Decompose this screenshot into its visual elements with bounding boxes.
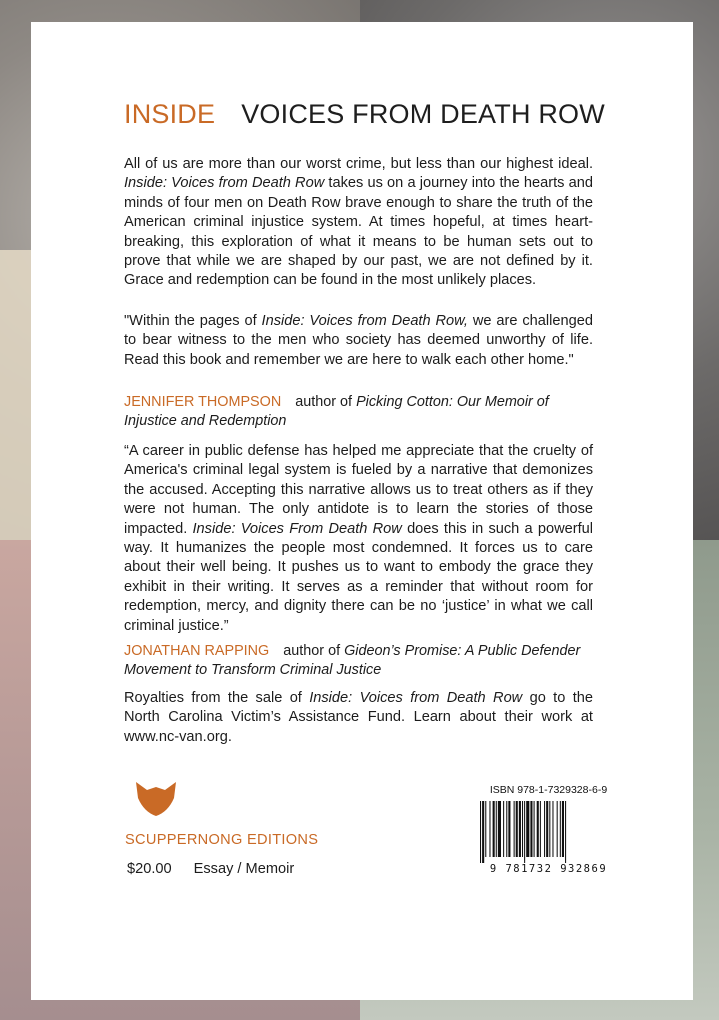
barcode-bar [524,801,525,863]
quote-rapping [124,442,593,636]
genre-label: Essay / Memoir [193,861,295,877]
back-cover-panel [31,22,693,1000]
blurb-book-title: Inside: Voices from Death Row [124,175,325,192]
blurb-body: takes us on a journey into the hearts and minds of four men on Death Row brave enough to share the truth of the American criminal injustice system. At times hopeful, at times heart-breaking, this exploration of what it means to be human sets out to prove that while we are shaped by our past, we are not defined by it. Grace and redemption can be found in the most unlikely places. [124,175,593,289]
barcode-bar [526,801,529,857]
attribution-rapping [124,642,604,681]
barcode-digits: 9 781732 932869 [489,863,608,875]
barcode-bar [549,801,550,857]
title-main: VOICES FROM DEATH ROW [241,99,605,129]
barcode-bar [493,801,495,857]
barcode-bar [485,801,486,857]
attribution-thompson-work: Picking Cotton: Our Memoir of Injustice and Redemption [124,394,549,430]
barcode-bar [489,801,490,857]
barcode-bar [560,801,561,857]
blurb-intro: All of us are more than our worst crime, but less than our highest ideal. [124,156,593,172]
barcode-bar [503,801,504,857]
barcode-bar [514,801,515,857]
isbn-label: ISBN 978-1-7329328-6-9 [489,784,608,796]
barcode-bar [508,801,510,857]
royalties-after: go to the North Carolina Victim’s Assistance Fund. Learn about their work at www.nc-van.org. [124,690,593,745]
blurb-paragraph [124,155,593,291]
quote-rapping-before: “A career in public defense has helped me appreciate that the cruelty of America's criminal legal system is fueled by a narrative that demonizes the accused. Accepting this narrative allows us to treat others as if they were not human. The only antidote is to learn the stories of those impacted. [124,443,593,537]
quote-thompson-book-title: Inside: Voices from Death Row, [261,313,468,329]
attribution-rapping-name: JONATHAN RAPPING [124,643,270,659]
barcode-bar [552,801,553,857]
barcode-bar [562,801,564,857]
barcode-bar [544,801,545,857]
barcode-bar [530,801,532,857]
barcode-bar [522,801,523,857]
barcode-bar [557,801,558,857]
barcode-bar [519,801,521,857]
barcode-bar [540,801,541,857]
barcode-bars [480,801,617,863]
barcode-bar [506,801,507,857]
quote-rapping-book-title: Inside: Voices From Death Row [192,520,402,537]
barcode-bar [537,801,539,857]
attribution-thompson-role: author of [295,394,357,410]
royalties-paragraph [124,689,593,747]
barcode-bar [498,801,501,857]
publisher-name: SCUPPERNONG EDITIONS [125,832,319,848]
attribution-thompson [124,393,604,432]
barcode-bar [496,801,497,857]
isbn-barcode [477,784,620,879]
barcode-bar [480,801,481,863]
book-title [124,99,605,130]
attribution-rapping-role: author of [283,643,345,659]
price-line [127,861,294,877]
barcode-bar [534,801,535,857]
quote-rapping-after: does this in such a powerful way. It humanizes the people most condemned. It forces us to care about their well being. It pushes us to want to embody the grace they exhibit in their writing. It serves as a reminder that without room for redemption, mercy, and dignity there can be no ‘justice’ in what we call criminal justice.” [124,520,593,634]
barcode-bar [482,801,484,863]
royalties-book-title: Inside: Voices from Death Row [309,690,523,706]
barcode-bar [546,801,548,857]
barcode-bar [565,801,566,863]
barcode-bar [516,801,518,857]
royalties-before: Royalties from the sale of [124,690,310,706]
attribution-thompson-name: JENNIFER THOMPSON [124,394,282,410]
title-accent: INSIDE [124,99,216,129]
price-amount: $20.00 [127,861,172,877]
fox-head-icon [134,778,178,818]
quote-thompson-after: we are challenged to bear witness to the men who society has deemed unworthy of life. Read this book and remember we are here to walk each other home." [124,313,593,368]
attribution-rapping-work: Gideon’s Promise: A Public Defender Movement to Transform Criminal Justice [124,643,581,679]
quote-thompson-before: "Within the pages of [124,313,262,329]
quote-thompson [124,312,593,370]
